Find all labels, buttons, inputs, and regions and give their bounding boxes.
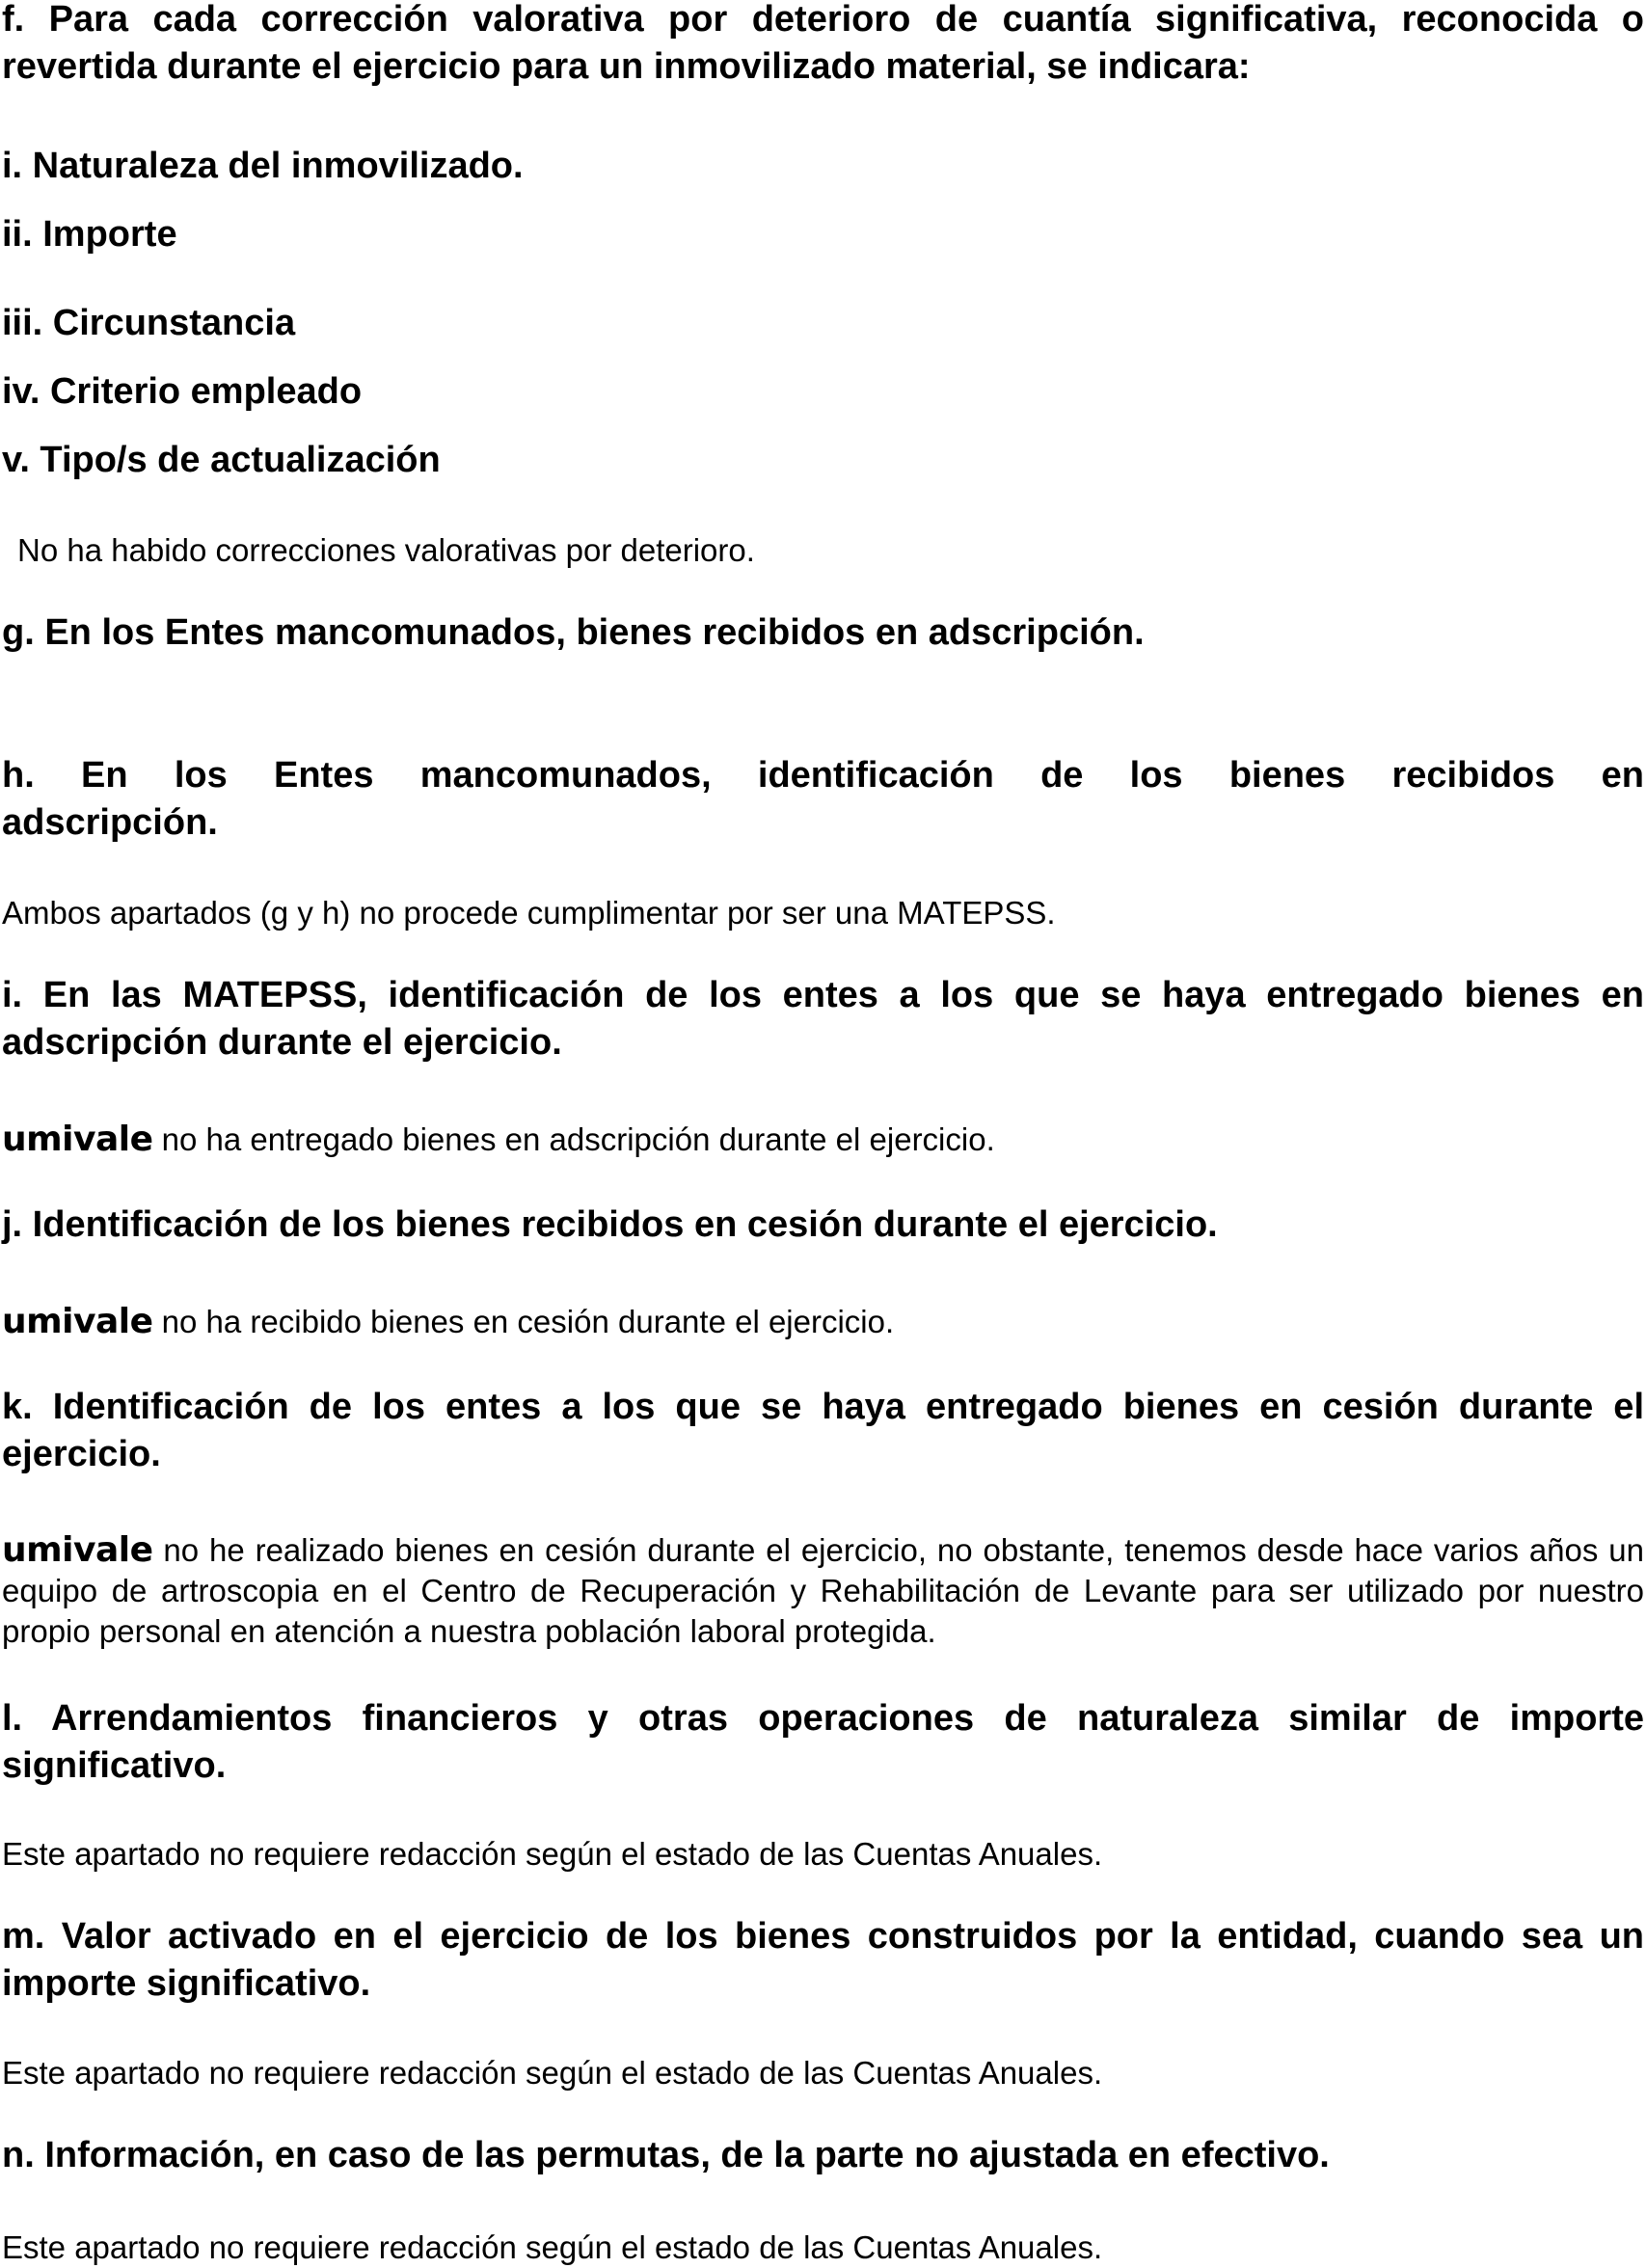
brand-name: umivale [2, 1120, 153, 1159]
section-i-heading: i. En las MATEPSS, identificación de los entes a los que se haya entregado bienes en adscripción durante el ejercicio. [2, 975, 1644, 1063]
section-f-item-5: v. Tipo/s de actualización [2, 440, 441, 480]
section-k-paragraph [2, 1530, 1644, 1652]
section-f-item-3: iii. Circunstancia [2, 303, 296, 343]
section-i-paragraph [2, 1120, 1644, 1160]
section-l-body: Este apartado no requiere redacción según el estado de las Cuentas Anuales. [2, 1836, 1103, 1872]
section-i-body: no ha entregado bienes en adscripción durante el ejercicio. [152, 1121, 995, 1157]
section-f-heading: f. Para cada corrección valorativa por deterioro de cuantía significativa, reconocida o revertida durante el ejercicio para un inmovilizado material, se indicara: [2, 0, 1644, 87]
section-h-body: Ambos apartados (g y h) no procede cumplimentar por ser una MATEPSS. [2, 895, 1056, 931]
section-n-body: Este apartado no requiere redacción según el estado de las Cuentas Anuales. [2, 2229, 1103, 2265]
section-n-heading: n. Información, en caso de las permutas, de la parte no ajustada en efectivo. [2, 2135, 1330, 2175]
section-h-heading-line1: h. En los Entes mancomunados, identificación de los bienes recibidos en [2, 755, 1644, 796]
section-j-body: no ha recibido bienes en cesión durante el ejercicio. [152, 1304, 895, 1339]
section-h-heading-line2: adscripción. [2, 802, 218, 843]
section-m-body: Este apartado no requiere redacción según el estado de las Cuentas Anuales. [2, 2055, 1103, 2091]
section-l-heading: l. Arrendamientos financieros y otras operaciones de naturaleza similar de importe significativo. [2, 1698, 1644, 1786]
section-k-body: no he realizado bienes en cesión durante el ejercicio, no obstante, tenemos desde hace varios años un equipo de artroscopia en el Centro de Recuperación y Rehabilitación de Levante para ser utilizado por nuestro propio personal en atención a nuestra población laboral protegida. [2, 1532, 1644, 1649]
section-f-body: No ha habido correcciones valorativas por deterioro. [17, 532, 755, 568]
brand-name: umivale [2, 1530, 153, 1570]
section-j-paragraph [2, 1302, 1644, 1342]
section-f-item-2: ii. Importe [2, 214, 177, 255]
brand-name: umivale [2, 1302, 153, 1341]
section-j-heading: j. Identificación de los bienes recibidos en cesión durante el ejercicio. [2, 1204, 1218, 1245]
section-g-heading: g. En los Entes mancomunados, bienes recibidos en adscripción. [2, 612, 1145, 653]
section-k-heading: k. Identificación de los entes a los que se haya entregado bienes en cesión durante el ejercicio. [2, 1387, 1644, 1474]
section-m-heading: m. Valor activado en el ejercicio de los bienes construidos por la entidad, cuando sea un importe significativo. [2, 1916, 1644, 2004]
section-f-item-4: iv. Criterio empleado [2, 371, 363, 412]
section-f-item-1: i. Naturaleza del inmovilizado. [2, 146, 524, 186]
